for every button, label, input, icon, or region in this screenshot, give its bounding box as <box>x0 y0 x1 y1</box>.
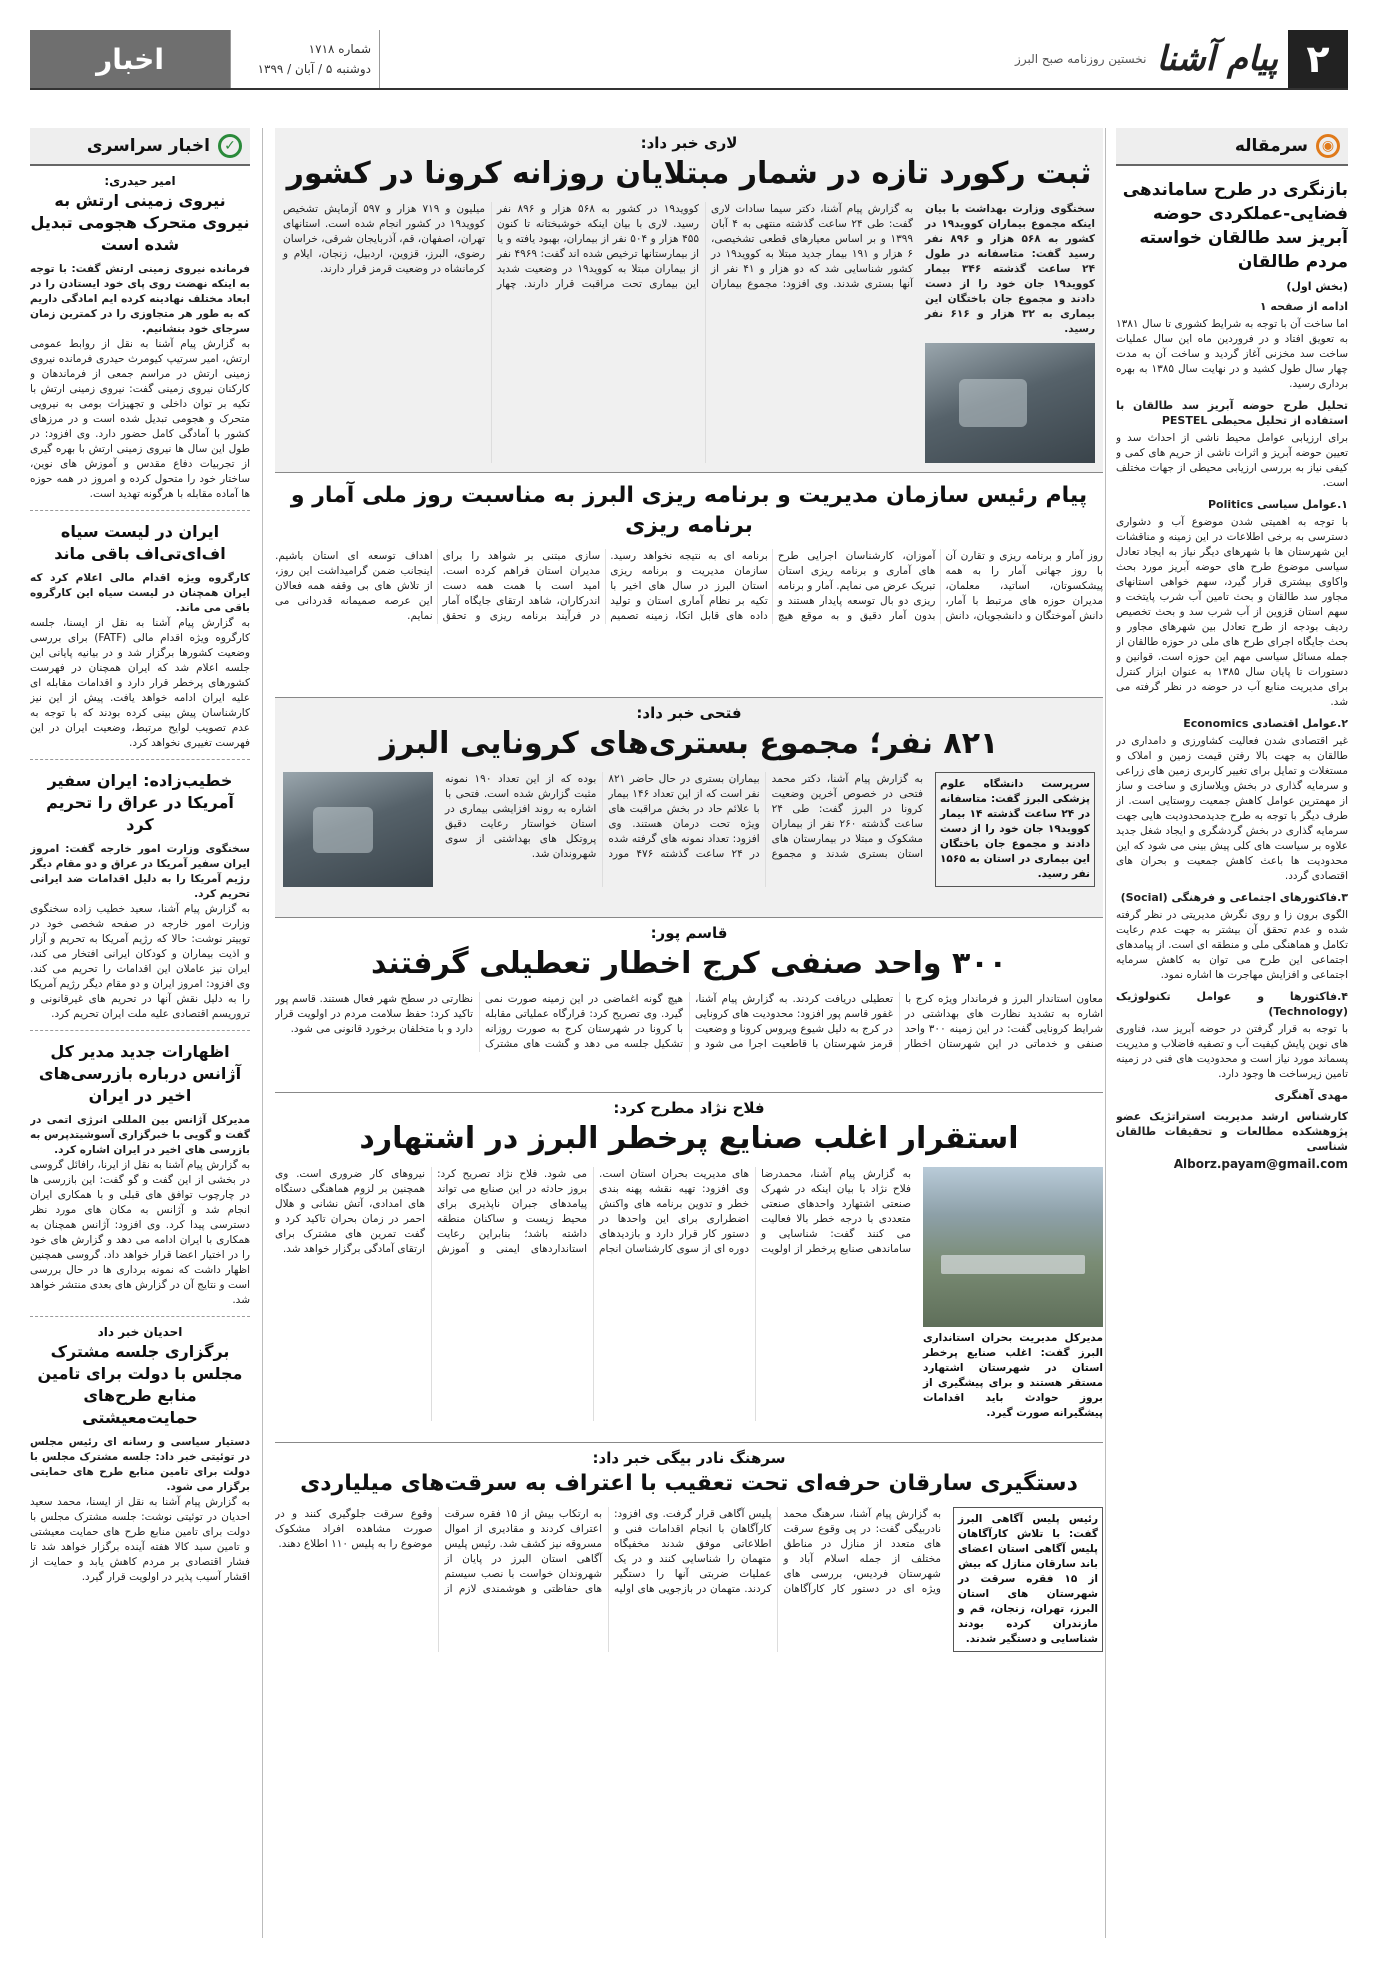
article-kicker: سرهنگ نادر بیگی خبر داد: <box>592 1449 786 1467</box>
main-news-column <box>275 128 1103 1938</box>
national-news-header <box>30 128 250 166</box>
hospital-ward-photo <box>283 772 433 887</box>
issue-date: دوشنبه ۵ / آبان / ۱۳۹۹ <box>257 62 371 76</box>
article-lead: رئیس پلیس آگاهی البرز گفت: با تلاش کارآگاهان پلیس آگاهی استان اعضای باند سارقان منازل که بیش از ۱۵ فقره سرقت در شهرستان های استان البرز، تهران، زنجان، قم و مازندران کرده بودند شناسایی و دستگیر شدند. <box>953 1507 1103 1652</box>
article-lead-column <box>925 202 1095 463</box>
hospital-photo <box>925 343 1095 463</box>
news-lead: سخنگوی وزارت امور خارجه گفت: امروز ایران سفیر آمریکا در عراق و دو مقام دیگر رژیم آمریکا را به دلیل اقدامات ضد ایرانی تحریم کرد. <box>30 843 250 900</box>
column-divider <box>262 128 263 1938</box>
news-body: به گزارش پیام آشنا به نقل از ایسنا، جلسه کارگروه ویژه اقدام مالی (FATF) برای بررسی وضعیت کشورها برگزار شد و در بیانیه پایانی این جلسه اعلام شد که ایران همچنان در فهرست کشورهای پرخطر قرار دارد و اقدامات مقابله ای علیه ایران ادامه خواهد یافت. پیش از این نیز کارشناسان پیش بینی کرده بودند که با توجه به عدم تصویب لوایح مرتبط، وضعیت ایران در این فهرست تغییری نخواهد کرد. <box>30 617 250 749</box>
industrial-park-photo <box>923 1167 1103 1327</box>
editorial-continued: ادامه از صفحه ۱ <box>1259 300 1348 313</box>
checkmark-icon: ✓ <box>218 134 242 158</box>
photo-caption: مدیرکل مدیریت بحران استانداری البرز گفت: اغلب صنایع پرخطر استان در شهرستان اشتهارد مستقر هستند و برای پیشگیری از بروز حوادث باید اقدامات پیشگیرانه صورت گیرد. <box>923 1332 1103 1419</box>
news-item <box>30 1317 250 1593</box>
article-body: به گزارش پیام آشنا، سرهنگ محمد نادربیگی گفت: در پی وقوع سرقت های متعدد از منازل در مناطق مختلف از جمله اسلام آباد و شهرستان فردیس، بررسی های ویژه ای در دستور کار کارآگاهان پلیس آگاهی قرار گرفت. وی افزود: کارآگاهان با انجام اقدامات فنی و اطلاعاتی موفق شدند مخفیگاه متهمان را شناسایی کنند و در یک عملیات ضربتی آنها را دستگیر کردند. متهمان در بازجویی های اولیه به ارتکاب بیش از ۱۵ فقره سرقت اعتراف کردند و مقادیری از اموال مسروقه نیز کشف شد. رئیس پلیس آگاهی استان البرز در پایان از شهروندان خواست با نصب سیستم های حفاظتی و هوشمندی لازم از وقوع سرقت جلوگیری کنند و در صورت مشاهده افراد مشکوک موضوع را به پلیس ۱۱۰ اطلاع دهند. <box>275 1508 941 1595</box>
news-body: به گزارش پیام آشنا به نقل از ایسنا، محمد سعید احدیان در توئیتی نوشت: جلسه مشترک مجلس با دولت برای تامین منابع طرح های حمایت معیشتی و تامین سبد کالا هفته آینده برگزار خواهد شد تا فشار اقتصادی بر مردم کاهش یابد و حمایت از اقشار آسیب پذیر در اولویت قرار گیرد. <box>30 1496 250 1583</box>
article-lead: سرپرست دانشگاه علوم پزشکی البرز گفت: متاسفانه در ۲۴ ساعت گذشته ۱۴ بیمار کووید۱۹ جان خود را از دست دادند و مجموع جان باختگان این بیماری در استان به ۱۵۶۵ نفر رسید. <box>935 772 1095 887</box>
article-title: استقرار اغلب صنایع پرخطر البرز در اشتهارد <box>359 1121 1019 1156</box>
logo-block <box>948 30 1288 88</box>
article-kicker: فلاح نژاد مطرح کرد: <box>613 1099 765 1117</box>
news-body: به گزارش پیام آشنا به نقل از ایرنا، رافائل گروسی در بخشی از این گفت و گو گفت: این بازرسی ها در چارچوب توافق های قبلی و با همکاری ایران انجام شد و آژانس به مکان های مورد نظر دسترسی پیدا کرد. وی افزود: آژانس همچنان به همکاری با ایران ادامه می دهد و گزارش های خود را در اختیار اعضا قرار خواهد داد. گروسی همچنین اظهار داشت که نمونه برداری ها در حال بررسی است و نتایج آن در گزارش های بعدی منتشر خواهد شد. <box>30 1159 250 1306</box>
article-row <box>283 202 1095 463</box>
news-lead: دستیار سیاسی و رسانه ای رئیس مجلس در توئیتی خبر داد: جلسه مشترک مجلس با دولت برای تامین منابع طرح های حمایتی برگزار می شود. <box>30 1436 250 1493</box>
editorial-paragraph: با توجه به اهمیتی شدن موضوع آب و دشواری دسترسی به برخی اطلاعات در این زمینه و مناقشات این شهرستان ها با شهرهای دیگر نیاز به ایجاد تعادل سیاسی موضوع طرح های حوضه آبریز مورد بحث واکاوی بیشتری قرار گیرد، سهم خواهی استانهای مجاور سد طالقان و بحث تامین آب شرب پایتخت و سهم استان قزوین از آب شرب سد و بحث تخصیص ردیف بودجه از طرح تعادل بین شهرهای مجاور و بحث جایگاه اجرای طرح های ملی در حوزه طالقان از جمله مسائل سیاسی مهم این حوزه است. قوانین و دستورات تا پایان سال ۱۳۸۵ به عنوان ابزار کنترل برای مدیریت منابع آب در حوضه در نظر گرفته می شد. <box>1116 516 1348 708</box>
news-lead: مدیرکل آژانس بین المللی انرژی اتمی در گفت و گویی با خبرگزاری آسوشیتدپرس به بازرسی های اخیر در ایران اشاره کرد. <box>30 1114 250 1156</box>
article-title: ثبت رکورد تازه در شمار مبتلایان روزانه کرونا در کشور <box>286 156 1092 191</box>
tagline: نخستین روزنامه صبح البرز <box>1015 52 1147 66</box>
editorial-header-label: سرمقاله <box>1234 136 1308 156</box>
article-title: دستگیری سارقان حرفه‌ای تحت تعقیب با اعتراف به سرقت‌های میلیاردی <box>300 1471 1078 1496</box>
news-title <box>30 770 250 836</box>
article-title: پیام رئیس سازمان مدیریت و برنامه ریزی البرز به مناسبت روز ملی آمار و برنامه ریزی <box>290 483 1088 538</box>
news-body: به گزارش پیام آشنا، سعید خطیب زاده سخنگوی وزارت امور خارجه در صفحه شخصی خود در توییتر نوشت: حالا که رژیم آمریکا به تحریم و آزار و اذیت بیماران و کودکان ایرانی افتخار می کند، ایران نیز عاملان این اقدامات را تحریم می کند. وی افزود: امروز ایران و دو مقام دیگر رژیم آمریکا را به دلیل نقش آنها در تحریم های غیرقانونی و تروریسم اقتصادی علیه ملت ایران تحریم کرد. <box>30 903 250 1020</box>
editorial-part: (بخش اول) <box>1286 280 1348 293</box>
national-news-column <box>30 128 250 1938</box>
article-body: معاون استاندار البرز و فرماندار ویژه کرج با اشاره به تشدید نظارت های بهداشتی در شرایط کرونایی گفت: در این زمینه ۳۰۰ واحد صنفی و خدماتی در این شهرستان اخطار تعطیلی دریافت کردند. به گزارش پیام آشنا، غفور قاسم پور افزود: محدودیت های کرونایی در کرج به دلیل شیوع ویروس کرونا و وضعیت قرمز شهرستان با قاطعیت اجرا می شود و هیچ گونه اغماضی در این زمینه صورت نمی گیرد. وی تصریح کرد: قرارگاه عملیاتی مقابله با کرونا در شهرستان کرج به صورت روزانه تشکیل جلسه می دهد و گشت های مشترک نظارتی در سطح شهر فعال هستند. قاسم پور تاکید کرد: حفظ سلامت مردم در اولویت قرار دارد و با متخلفان برخورد قانونی می شود. <box>275 993 1103 1050</box>
news-title: برگزاری جلسه مشترک مجلس با دولت برای تامین منابع طرح‌های حمایت‌معیشتی <box>37 1342 243 1427</box>
article-karaj-shops <box>275 918 1103 1093</box>
article-thieves-arrested <box>275 1443 1103 1913</box>
article-statistics-day <box>275 473 1103 698</box>
issue-info <box>230 30 380 88</box>
article-row <box>283 772 1095 887</box>
news-kicker: امیر حیدری: <box>104 174 176 188</box>
editorial-subheading: ۱.عوامل سیاسی Politics <box>1207 498 1348 511</box>
article-covid-national <box>275 128 1103 473</box>
article-title: ۸۲۱ نفر؛ مجموع بستری‌های کرونایی البرز <box>379 726 999 761</box>
news-item <box>30 511 250 760</box>
news-body: به گزارش پیام آشنا به نقل از روابط عمومی ارتش، امیر سرتیپ کیومرث حیدری فرمانده نیروی زمینی ارتش در مراسم جمعی از فرماندهان و کارکنان نیروی زمینی گفت: نیروی زمینی ارتش با تکیه بر توان داخلی و تجهیزات بومی به نیرویی متحرک و هجومی تبدیل شده است و در مرزهای کشور با آمادگی کامل حضور دارد. وی افزود: در طول این سال ها نیروی زمینی ارتش با بهره گیری از تجربیات دفاع مقدس و آموزش های نوین، ساختار خود را متحول کرده و امروز در همه حوزه ها آماده مقابله با هرگونه تهدید است. <box>30 338 250 500</box>
news-kicker-inline: خطیب‌زاده: <box>143 771 233 790</box>
article-row <box>275 1507 1103 1652</box>
editorial-subheading: ۴.فاکتورها و عوامل تکنولوژیک (Technology) <box>1116 990 1348 1018</box>
article-body: به گزارش پیام آشنا، دکتر محمد فتحی در خصوص آخرین وضعیت کرونا در البرز گفت: طی ۲۴ ساعت گذشته ۲۶۰ نفر از بیماران مشکوک و مبتلا در بیمارستان های استان بستری شدند و مجموع بیماران بستری در حال حاضر ۸۲۱ نفر است که از این تعداد ۱۴۶ بیمار با علائم حاد در بخش مراقبت های ویژه تحت درمان هستند. وی افزود: تعداد نمونه های گرفته شده در ۲۴ ساعت گذشته ۴۷۶ مورد بوده که از این تعداد ۱۹۰ نمونه مثبت گزارش شده است. فتحی با اشاره به روند افزایشی بیماری در استان خواستار رعایت دقیق پروتکل های بهداشتی از سوی شهروندان شد. <box>445 773 923 860</box>
author-name: مهدی آهنگری <box>1274 1089 1348 1102</box>
editorial-paragraph: اما ساخت آن با توجه به شرایط کشوری تا سال ۱۳۸۱ به تعویق افتاد و در فروردین ماه این سال عملیات ساخت سد مخزنی آغاز گردید و ساخت آن به مدت چهار سال طول کشید و در نهایت سال ۱۳۸۵ به بهره برداری رسید. <box>1116 318 1348 390</box>
issue-number: شماره ۱۷۱۸ <box>308 42 371 56</box>
news-title-text: ایران سفیر آمریکا در عراق را تحریم کرد <box>46 771 234 834</box>
news-item <box>30 760 250 1031</box>
page-number: ۲ <box>1288 30 1348 88</box>
national-news-header-label: اخبار سراسری <box>86 136 210 156</box>
editorial-paragraph: با توجه به قرار گرفتن در حوضه آبریز سد، فناوری های نوین پایش کیفیت آب و تصفیه فاضلاب و مدیریت پسماند مورد نیاز است و محدودیت های فنی در زمینه تامین زیرساخت ها وجود دارد. <box>1116 1023 1348 1080</box>
author-role: کارشناس ارشد مدیریت استراتژیک عضو پژوهشکده مطالعات و تحقیقات طالقان شناسی <box>1116 1110 1348 1153</box>
article-eshtehard-industries <box>275 1093 1103 1443</box>
column-divider <box>1105 128 1106 1938</box>
article-lead: سخنگوی وزارت بهداشت با بیان اینکه مجموع بیماران کووید۱۹ در کشور به ۵۶۸ هزار و ۸۹۶ نفر رسید گفت: متاسفانه در طول ۲۴ ساعت گذشته ۳۴۶ بیمار کووید۱۹ جان خود را از دست دادند و مجموع جان باختگان این بیماری به ۳۲ هزار و ۶۱۶ نفر رسید. <box>925 203 1096 335</box>
news-lead: کارگروه ویژه اقدام مالی اعلام کرد که ایران همچنان در لیست سیاه این کارگروه باقی می ماند. <box>30 572 250 614</box>
editorial-paragraph: غیر اقتصادی شدن فعالیت کشاورزی و دامداری در طالقان به جهت بالا رفتن قیمت زمین و املاک و مستغلات و تمایل برای تغییر کاربری زمین های زراعی و سرمایه گذاری در بخش ویلاسازی و ساخت و ساز از مهمترین عوامل کاهش جمعیت روستایی است. از طرف دیگر با توجه به طرح جدیدمحدودیت هایی جهت سرمایه گذاری در بخش گردشگری و ایجاد شغل جدید علاوه بر سیاست های کلی پیش بینی می شود که این محدودیت ها باعث کاهش جمعیت و بحران های اقتصادی گردد. <box>1116 735 1348 882</box>
editorial-subheading: ۳.فاکتورهای اجتماعی و فرهنگی (Social) <box>1120 891 1348 904</box>
masthead-spacer <box>380 30 948 88</box>
article-photo-column <box>923 1167 1103 1421</box>
masthead <box>30 30 1348 90</box>
article-row <box>275 1167 1103 1421</box>
contact-email[interactable]: Alborz.payam@gmail.com <box>1173 1157 1348 1171</box>
editorial-title: بازنگری در طرح ساماندهی فضایی-عملکردی حوضه آبریز سد طالقان خواسته مردم طالقان <box>1122 180 1348 272</box>
editorial-body <box>1116 299 1348 1172</box>
news-lead: فرمانده نیروی زمینی ارتش گفت: با توجه به اینکه نهضت روی پای خود ایستادن را در ابعاد مختلف نهادینه کرده ایم امادگی داریم که به طور هر متجاوزی را در کمترین زمان سرجای خود بنشانیم. <box>30 263 250 335</box>
news-title: ایران در لیست سیاه اف‌ای‌تی‌اف باقی ماند <box>54 522 226 563</box>
article-body: به گزارش پیام آشنا، محمدرضا فلاح نژاد با بیان اینکه در شهرک صنعتی اشتهارد واحدهای صنعتی متعددی با درجه خطر بالا فعالیت می کنند گفت: شناسایی و ساماندهی صنایع پرخطر از اولویت های مدیریت بحران استان است. وی افزود: تهیه نقشه پهنه بندی خطر و تدوین برنامه های واکنش اضطراری برای این واحدها در دستور کار قرار دارد و بازدیدهای دوره ای از سوی کارشناسان انجام می شود. فلاح نژاد تصریح کرد: بروز حادثه در این صنایع می تواند پیامدهای جبران ناپذیری برای محیط زیست و ساکنان منطقه داشته باشد؛ بنابراین رعایت استانداردهای ایمنی و آموزش نیروهای کار ضروری است. وی همچنین بر لزوم هماهنگی دستگاه های امدادی، آتش نشانی و هلال احمر در زمان بحران تاکید کرد و گفت تمرین های مشترک برای ارتقای آمادگی برگزار خواهد شد. <box>275 1168 911 1255</box>
article-body: روز آمار و برنامه ریزی و تقارن آن با روز جهانی آمار را به همه پیشکسوتان، اساتید، معلمان، مدیران حوزه های مرتبط با آمار، دانش آموختگان و دانشجویان، دانش آموزان، کارشناسان اجرایی طرح های آماری و برنامه ریزی استان تبریک عرض می نمایم. آمار و برنامه ریزی دو بال توسعه پایدار هستند و بدون آمار دقیق و به موقع هیچ برنامه ای به نتیجه نخواهد رسید. سازمان مدیریت و برنامه ریزی استان البرز در سال های اخیر با تکیه بر نظام آماری استان و تولید داده های قابل اتکا، زمینه تصمیم سازی مبتنی بر شواهد را برای مدیران استان فراهم کرده است. امید است با همت همه دست اندرکاران، شاهد ارتقای جایگاه آمار در فرآیند برنامه ریزی و تحقق اهداف توسعه ای استان باشیم. اینجانب ضمن گرامیداشت این روز، از تلاش های بی وقفه همه فعالان این عرصه صمیمانه قدردانی می نمایم. <box>275 550 1103 622</box>
editorial-icon: ◉ <box>1316 134 1340 158</box>
article-alborz-hospitalizations <box>275 698 1103 918</box>
editorial-header <box>1116 128 1348 166</box>
section-name: اخبار <box>30 30 230 88</box>
news-kicker: احدیان خبر داد <box>97 1325 183 1339</box>
article-kicker: فتحی خبر داد: <box>636 704 742 722</box>
newspaper-logo: پیام آشنا <box>1156 39 1278 79</box>
article-kicker: قاسم پور: <box>650 924 728 942</box>
editorial-column <box>1116 128 1348 1938</box>
article-body: به گزارش پیام آشنا، دکتر سیما سادات لاری گفت: طی ۲۴ ساعت گذشته منتهی به ۴ آبان ۱۳۹۹ و بر اساس معیارهای قطعی تشخیصی، ۶ هزار و ۱۹۱ بیمار جدید مبتلا به کووید۱۹ در کشور شناسایی شد که دو هزار و ۴۱ نفر از آنها بستری شدند. وی افزود: مجموع بیماران کووید۱۹ در کشور به ۵۶۸ هزار و ۸۹۶ نفر رسید. لاری با بیان اینکه خوشبختانه تا کنون ۴۵۵ هزار و ۵۰۴ نفر از بیماران، بهبود یافته و یا از بیمارستانها ترخیص شده اند گفت: ۴۹۶۹ نفر از بیماران مبتلا به کووید۱۹ در وضعیت شدید این بیماری تحت مراقبت قرار دارند. چهار میلیون و ۷۱۹ هزار و ۵۹۷ آزمایش تشخیص کووید۱۹ در کشور انجام شده است. استانهای تهران، اصفهان، قم، آذربایجان شرقی، خراسان رضوی، البرز، قزوین، اردبیل، زنجان، ایلام و کرمانشاه در وضعیت قرمز قرار دارند. <box>283 203 914 290</box>
news-title: اظهارات جدید مدیر کل آژانس درباره بازرسی‌های اخیر در ایران <box>38 1042 242 1105</box>
news-item <box>30 1031 250 1317</box>
editorial-paragraph: برای ارزیابی عوامل محیط ناشی از احداث سد و تعیین حوضه آبریز و اثرات ناشی از حریم های کمی و کیفی نیاز به بررسی ارزیابی محیطی از جهات مختلف است. <box>1116 432 1348 489</box>
news-title: نیروی زمینی ارتش به نیروی متحرک هجومی تبدیل شده است <box>30 191 250 254</box>
editorial-paragraph: الگوی برون زا و روی نگرش مدیریتی در نظر گرفته شده و عدم تحقق آن بیشتر به جهت عدم رعایت تکامل و هماهنگی ملی و منطقه ای است. از پیامدهای اجتماعی این طرح می توان به کاهش سرمایه اجتماعی و افزایش مهاجرت ها اشاره نمود. <box>1116 909 1348 981</box>
article-kicker: لاری خبر داد: <box>640 134 738 152</box>
news-item <box>30 166 250 511</box>
editorial-subheading: تحلیل طرح حوضه آبریز سد طالقان با استفاده از تحلیل محیطی PESTEL <box>1116 399 1348 427</box>
article-title: ۳۰۰ واحد صنفی کرج اخطار تعطیلی گرفتند <box>371 946 1007 981</box>
editorial-subheading: ۲.عوامل اقتصادی Economics <box>1183 717 1348 730</box>
